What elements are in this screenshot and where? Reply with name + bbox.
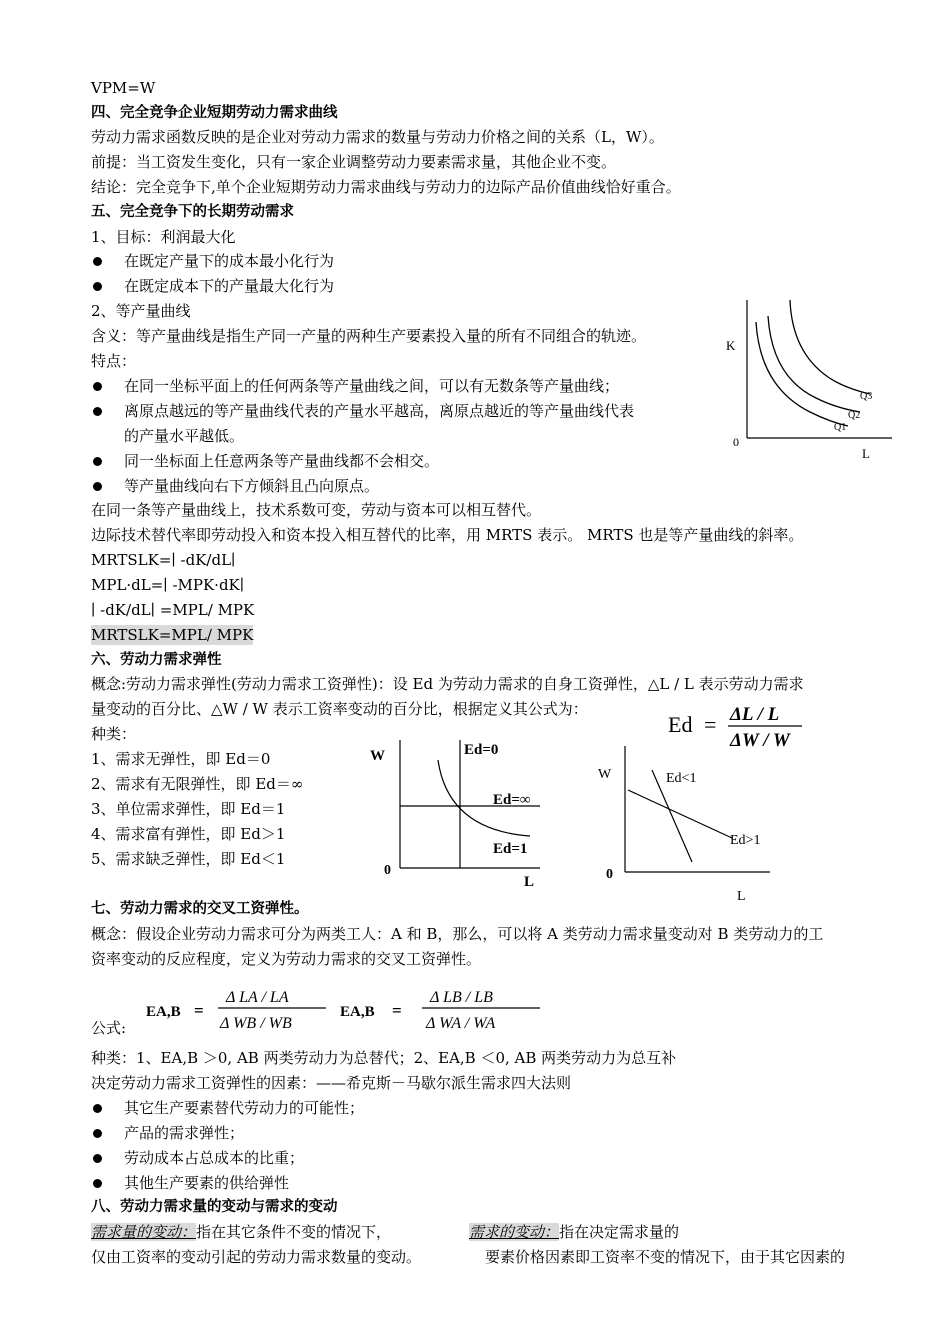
bullet-text: 在既定成本下的产量最大化行为 [124,277,335,295]
curve-label-q1: Q1 [834,422,847,433]
origin-label: 0 [384,863,391,878]
paragraph-row [469,1222,679,1242]
paragraph: 边际技术替代率即劳动投入和资本投入相互替代的比率，用 MRTS 表示。 MRTS 也是等产量曲线的斜率。 [91,526,804,544]
bullet-icon [91,1124,103,1136]
formula-lhs-2: EA,B [340,1004,375,1020]
formula-denominator: ΔW / W [730,730,790,751]
paragraph-row [91,1222,391,1242]
curve-edgt1 [628,790,732,838]
elasticity-graph-2 [592,740,782,904]
paragraph: 在同一条等产量曲线上，技术系数可变，劳动与资本可以相互替代。 [91,501,542,519]
bullet-icon [91,377,103,389]
svg-text:=: = [194,1001,204,1020]
curve-label-q3: Q3 [860,391,873,402]
paragraph: 仅由工资率的变动引起的劳动力需求数量的变动。 [91,1248,422,1266]
svg-text:=: = [704,712,717,737]
isoquant-curve-q3 [790,300,870,394]
formula-line: MPL·dL=∣ -MPK·dK∣ [91,576,245,594]
formula-label: 公式: [91,1019,127,1037]
bullet-text: 其他生产要素的供给弹性 [124,1174,290,1192]
paragraph: 劳动力需求函数反映的是企业对劳动力需求的数量与劳动力价格之间的关系（L，W）。 [91,128,664,146]
paragraph: 概念:劳动力需求弹性(劳动力需求工资弹性)：设 Ed 为劳动力需求的自身工资弹性，△L / L 表示劳动力需求 [91,675,804,693]
bullet-icon [91,1174,103,1186]
paragraph: 2、等产量曲线 [91,302,191,320]
axis-label-l: L [524,874,535,890]
elasticity-type: 2、需求有无限弹性，即 Ed＝∞ [91,775,304,793]
elasticity-type: 1、需求无弹性，即 Ed＝0 [91,750,271,768]
origin-label: 0 [733,435,739,449]
axis-label-l: L [737,889,746,904]
heading-section-8: 八、劳动力需求量的变动与需求的变动 [91,1199,338,1215]
paragraph: 概念：假设企业劳动力需求可分为两类工人：A 和 B，那么，可以将 A 类劳动力需求量变动对 B 类劳动力的工 [91,925,824,943]
bullet-text: 的产量水平越低。 [124,427,245,445]
paragraph: 资率变动的反应程度，定义为劳动力需求的交叉工资弹性。 [91,950,482,968]
elasticity-type: 4、需求富有弹性，即 Ed＞1 [91,825,286,843]
bullet-text: 在同一坐标平面上的任何两条等产量曲线之间，可以有无数条等产量曲线； [124,377,620,395]
paragraph: 种类：1、EA,B ＞0, AB 两类劳动力为总替代；2、EA,B ＜0, AB 两类劳动力为总互补 [91,1049,677,1067]
heading-section-5: 五、完全竞争下的长期劳动需求 [91,204,294,220]
axis-label-w: W [370,748,385,764]
bullet-icon [91,252,103,264]
paragraph: 前提：当工资发生变化，只有一家企业调整劳动力要素需求量，其他企业不变。 [91,153,617,171]
label-edlt1: Ed<1 [666,771,697,786]
bullet-icon [91,1149,103,1161]
isoquant-curve-q1 [756,322,848,426]
label-ed1: Ed=1 [493,841,528,857]
label-edgt1: Ed>1 [730,833,761,848]
bullet-text: 劳动成本占总成本的比重； [124,1149,305,1167]
formula-den-2: Δ WA / WA [426,1015,496,1032]
bullet-text: 同一坐标面上任意两条等产量曲线都不会相交。 [124,452,440,470]
bullet-text: 在既定产量下的成本最小化行为 [124,252,335,270]
quantity-change-text: 指在其它条件不变的情况下， [196,1223,392,1241]
paragraph: 种类： [91,725,137,743]
formula-lhs-1: EA,B [146,1004,181,1020]
heading-section-4: 四、完全竞争企业短期劳动力需求曲线 [91,105,338,121]
formula-num-1: Δ LA / LA [226,989,289,1006]
demand-change-text: 指在决定需求量的 [559,1223,680,1241]
formula-highlighted: MRTSLK=MPL/ MPK [91,626,254,644]
bullet-icon [91,277,103,289]
bullet-icon [91,1099,103,1111]
formula-den-1: Δ WB / WB [220,1015,292,1032]
bullet-icon [91,452,103,464]
formula-line: ∣ -dK/dL∣ =MPL/ MPK [91,601,255,619]
axis-label-k: K [726,338,736,353]
paragraph: 特点： [91,352,137,370]
bullet-text: 其它生产要素替代劳动力的可能性； [124,1099,365,1117]
isoquant-diagram [720,292,900,464]
quantity-change-term: 需求量的变动： [91,1223,197,1241]
elasticity-graph-1 [360,730,560,890]
formula-line: MRTSLK=∣ -dK/dL∣ [91,551,236,569]
heading-section-6: 六、劳动力需求弹性 [91,652,222,668]
formula-num-2: Δ LB / LB [430,989,493,1006]
paragraph: 含义：等产量曲线是指生产同一产量的两种生产要素投入量的所有不同组合的轨迹。 [91,327,647,345]
elasticity-type: 5、需求缺乏弹性，即 Ed＜1 [91,850,286,868]
origin-label: 0 [606,867,613,882]
heading-section-7: 七、劳动力需求的交叉工资弹性。 [91,901,309,917]
bullet-icon [91,477,103,489]
paragraph: 结论：完全竞争下,单个企业短期劳动力需求曲线与劳动力的边际产品价值曲线恰好重合。 [91,178,681,196]
formula-numerator: ΔL / L [730,704,780,725]
axis-label-l: L [862,446,870,461]
axis-label-w: W [598,767,612,782]
curve-label-q2: Q2 [848,410,861,421]
bullet-text: 产品的需求弹性； [124,1124,245,1142]
cross-elasticity-formula [140,980,560,1038]
demand-change-term: 需求的变动： [469,1223,560,1241]
elasticity-type: 3、单位需求弹性，即 Ed＝1 [91,800,286,818]
paragraph: 1、目标：利润最大化 [91,228,236,246]
svg-text:=: = [392,1001,402,1020]
bullet-text: 离原点越远的等产量曲线代表的产量水平越高，离原点越近的等产量曲线代表 [124,402,635,420]
label-edinf: Ed=∞ [493,792,531,808]
bullet-text: 等产量曲线向右下方倾斜且凸向原点。 [124,477,380,495]
paragraph: 量变动的百分比、△W / W 表示工资率变动的百分比，根据定义其公式为： [91,700,588,718]
label-ed0: Ed=0 [464,742,499,758]
formula-lhs: Ed [668,712,693,737]
paragraph: 要素价格因素即工资率不变的情况下，由于其它因素的 [485,1248,846,1266]
bullet-icon [91,402,103,414]
text-vpm: VPM=W [91,79,156,97]
paragraph: 决定劳动力需求工资弹性的因素：——希克斯－马歇尔派生需求四大法则 [91,1074,572,1092]
